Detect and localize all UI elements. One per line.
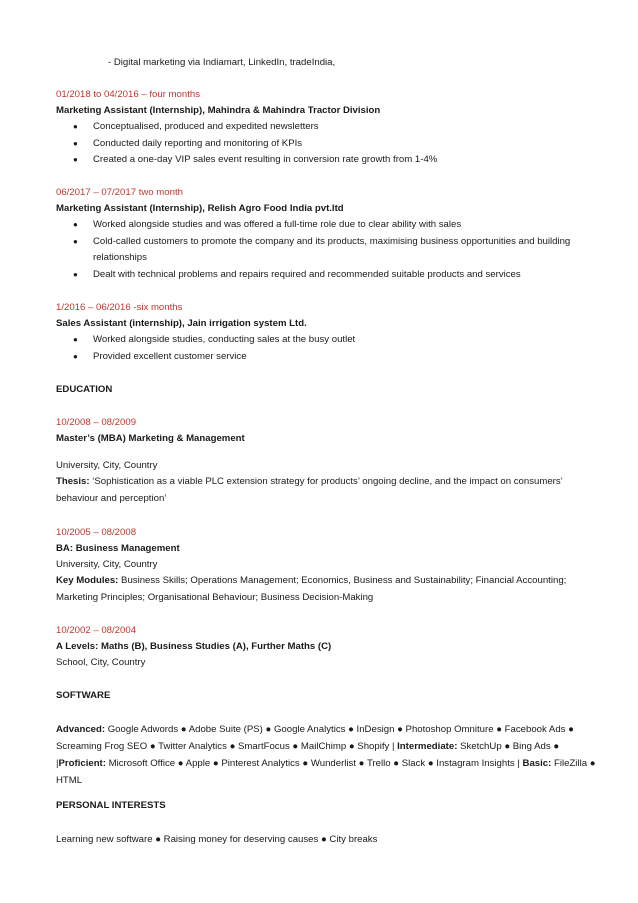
experience-dates: 06/2017 – 07/2017 two month: [56, 187, 183, 198]
intermediate-label: Intermediate:: [397, 741, 458, 752]
detail-label: Key Modules:: [56, 575, 119, 586]
education-dates: 10/2008 – 08/2009: [56, 417, 137, 428]
education-heading: EDUCATION: [56, 384, 113, 395]
interests-text: Learning new software ● Raising money for deserving causes ● City breaks: [56, 834, 378, 845]
interests-heading: PERSONAL INTERESTS: [56, 800, 166, 811]
bullet-item: ● Provided excellent customer service: [56, 349, 598, 366]
bullet-item: ● Conceptualised, produced and expedited newsletters: [56, 119, 598, 136]
bullet-item: ● Worked alongside studies, conducting sales at the busy outlet: [56, 332, 598, 349]
education-entry: [56, 623, 598, 671]
education-dates: 10/2002 – 08/2004: [56, 625, 137, 636]
advanced-list: Google Adwords ● Adobe Suite (PS) ● Google Analytics ● InDesign ● Photoshop Omniture ● Facebook Ads ● Screaming Frog SEO ● Twitter Analytics ● SmartFocus ● MailChimp ● Shopify |: [56, 724, 574, 752]
education-degree: BA: Business Management: [56, 543, 180, 554]
bullet-item: ● Worked alongside studies and was offered a full-time role due to clear ability with sales: [56, 217, 598, 234]
proficient-label: Proficient:: [58, 758, 106, 769]
basic-label: Basic:: [522, 758, 552, 769]
education-location: University, City, Country: [56, 559, 158, 570]
education-dates: 10/2005 – 08/2008: [56, 527, 137, 538]
experience-bullets: [56, 217, 598, 283]
bullet-item: ● Conducted daily reporting and monitoring of KPIs: [56, 136, 598, 153]
detail-text: ‘Sophistication as a viable PLC extension strategy for products’ ongoing decline, and the impact on consumers’ behaviour and perception’: [56, 476, 563, 504]
bullet-item: ● Cold-called customers to promote the company and its products, maximising business opportunities and building relationships: [56, 234, 598, 267]
education-detail: [56, 573, 598, 606]
basic-list: FileZilla ● HTML: [56, 758, 596, 786]
software-heading: SOFTWARE: [56, 690, 111, 701]
advanced-label: Advanced:: [56, 724, 106, 735]
experience-bullets: [56, 119, 598, 169]
experience-bullets: [56, 332, 598, 365]
education-entry: [56, 415, 598, 507]
detail-text: Business Skills; Operations Management; Economics, Business and Sustainability; Financial Accounting; Marketing Principles; Organisational Behaviour; Business Decision-Making: [56, 575, 567, 603]
education-degree: Master’s (MBA) Marketing & Management: [56, 433, 245, 444]
bullet-item: ● Dealt with technical problems and repairs required and recommended suitable products and services: [56, 267, 598, 284]
intermediate-list: SketchUp ● Bing Ads ● |: [56, 741, 560, 769]
bullet-item: ● Created a one-day VIP sales event resulting in conversion rate growth from 1-4%: [56, 152, 598, 169]
experience-dates: 01/2018 to 04/2016 – four months: [56, 89, 201, 100]
education-location: University, City, Country: [56, 460, 158, 471]
experience-title: Marketing Assistant (Internship), Mahindra & Mahindra Tractor Division: [56, 105, 381, 116]
experience-entry: [56, 300, 598, 365]
experience-entry: [56, 87, 598, 169]
experience-title: Sales Assistant (internship), Jain irrigation system Ltd.: [56, 318, 307, 329]
experience-entry: [56, 185, 598, 283]
education-location: School, City, Country: [56, 657, 146, 668]
software-skills: [56, 721, 598, 789]
education-degree: A Levels: Maths (B), Business Studies (A), Further Maths (C): [56, 641, 332, 652]
digital-marketing-note: - Digital marketing via Indiamart, LinkedIn, tradeIndia,: [108, 57, 336, 68]
experience-dates: 1/2016 – 06/2016 -six months: [56, 302, 183, 313]
proficient-list: Microsoft Office ● Apple ● Pinterest Analytics ● Wunderlist ● Trello ● Slack ● Instagram Insights |: [108, 758, 520, 769]
detail-label: Thesis:: [56, 476, 90, 487]
education-entry: [56, 525, 598, 606]
experience-title: Marketing Assistant (Internship), Relish Agro Food India pvt.ltd: [56, 203, 344, 214]
education-detail: [56, 474, 598, 507]
